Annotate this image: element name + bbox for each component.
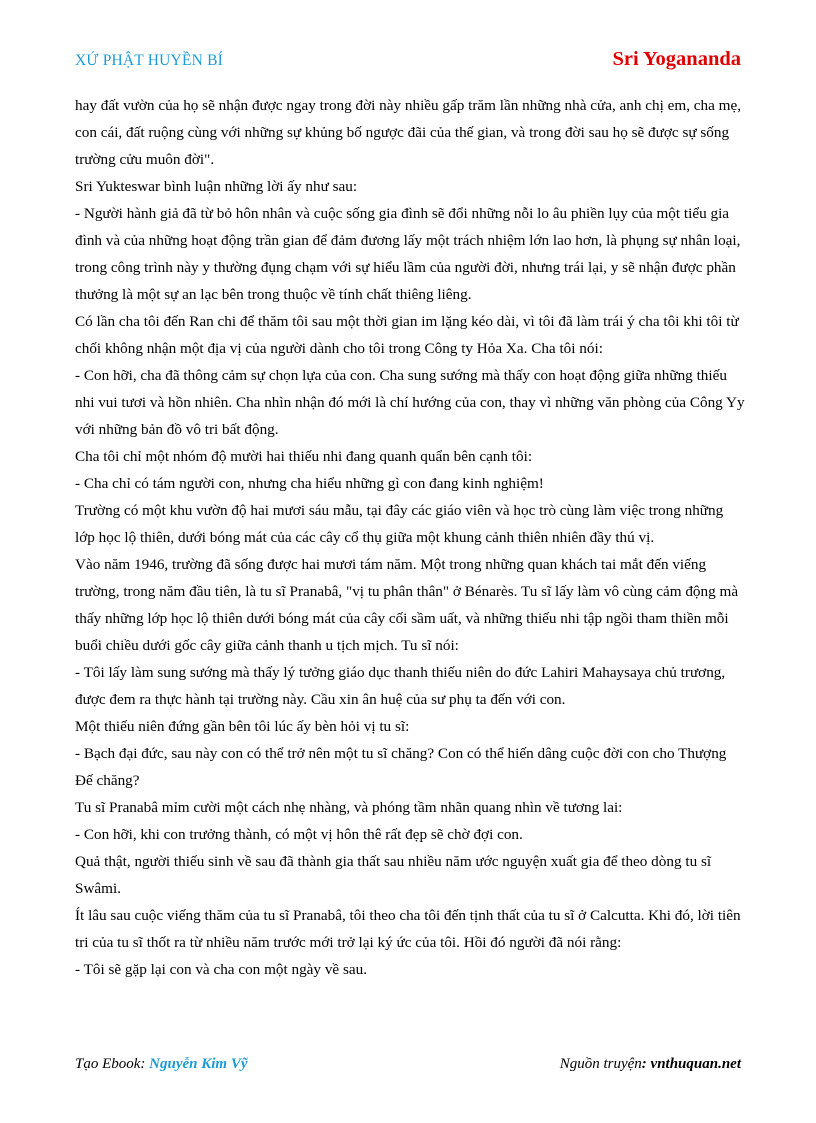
author-name: Sri Yogananda [612,48,741,70]
paragraph: - Con hỡi, khi con trưởng thành, có một vị hôn thê rất đẹp sẽ chờ đợi con. [75,826,523,843]
source-credit-label: Nguồn truyện [559,1056,642,1072]
ebook-credit [75,1056,248,1073]
paragraph: Cha tôi chỉ một nhóm độ mười hai thiếu nhi đang quanh quẩn bên cạnh tôi: [75,448,533,465]
paragraph: Ít lâu sau cuộc viếng thăm của tu sĩ Pranabâ, tôi theo cha tôi đến tịnh thất của tu sĩ ở Calcutta. Khi đó, lời tiên tri của tu sĩ thốt ra từ nhiều năm trước mới trở lại ký ức của tôi. Hồi đó người đã nói rằng: [75,907,741,951]
ebook-credit-label: Tạo Ebook [75,1056,141,1072]
paragraph: Trường có một khu vườn độ hai mươi sáu mẫu, tại đây các giáo viên và học trò cùng làm việc trong những lớp học lộ thiên, dưới bóng mát của các cây cổ thụ giữa một khung cảnh thiên nhiên đầy thú vị. [75,502,724,546]
paragraph: - Tôi lấy làm sung sướng mà thấy lý tưởng giáo dục thanh thiếu niên do đức Lahiri Mahaysaya chủ trương, được đem ra thực hành tại trường này. Cầu xin ân huệ của sư phụ ta đến với con. [75,664,726,708]
paragraph: hay đất vườn của họ sẽ nhận được ngay trong đời này nhiều gấp trăm lần những nhà cửa, anh chị em, cha mẹ, con cái, đất ruộng cùng với những sự khủng bố ngược đãi của thế gian, và trong đời sau họ sẽ được sự sống trường cửu muôn đời". [75,97,742,168]
source-credit [560,1056,741,1073]
paragraph: Vào năm 1946, trường đã sống được hai mươi tám năm. Một trong những quan khách tai mắt đến viếng trường, trong năm đầu tiên, là tu sĩ Pranabâ, "vị tu phân thân" ở Bénarès. Tu sĩ lấy làm vô cùng cảm động mà thấy những lớp học lộ thiên dưới bóng mát của cây cối sầm uất, và những thiếu nhi tập ngồi tham thiền mỗi buổi chiều dưới gốc cây giữa cảnh thanh u tịch mịch. Tu sĩ nói: [75,556,739,654]
paragraph: - Cha chỉ có tám người con, nhưng cha hiểu những gì con đang kinh nghiệm! [75,475,544,492]
source-credit-separator: : [641,1056,651,1072]
paragraph: Tu sĩ Pranabâ mỉm cười một cách nhẹ nhàng, và phóng tầm nhãn quang nhìn về tương lai: [75,799,623,816]
page-header [75,48,741,76]
paragraph: - Con hỡi, cha đã thông cảm sự chọn lựa của con. Cha sung sướng mà thấy con hoạt động giữa những thiếu nhi vui tươi và hồn nhiên. Cha nhìn nhận đó mới là chí hướng của con, thay vì những văn phòng của Công Yy với những bản đồ vô tri bất động. [75,367,745,438]
paragraph: Có lần cha tôi đến Ran chi để thăm tôi sau một thời gian im lặng kéo dài, vì tôi đã làm trái ý cha tôi khi tôi từ chối không nhận một địa vị của người dành cho tôi trong Công ty Hỏa Xa. Cha tôi nói: [75,313,739,357]
page-footer [75,1056,741,1078]
ebook-creator-name: Nguyễn Kim Vỹ [149,1056,248,1072]
ebook-credit-separator: : [140,1056,150,1072]
paragraph: Sri Yukteswar bình luận những lời ấy như sau: [75,178,358,195]
book-title: XỨ PHẬT HUYỀN BÍ [75,52,223,69]
paragraph: - Người hành giả đã từ bỏ hôn nhân và cuộc sống gia đình sẽ đổi những nỗi lo âu phiền lụy của một tiểu gia đình và của những hoạt động trần gian để đảm đương lấy một trách nhiệm lớn lao hơn, là phụng sự nhân loại, trong công trình này y thường đụng chạm với sự hiểu lầm của người đời, nhưng trái lại, y sẽ nhận được phần thưởng là một sự an lạc bên trong thuộc về tính chất thiêng liêng. [75,205,741,303]
page-body [75,92,745,983]
paragraph: Một thiếu niên đứng gần bên tôi lúc ấy bèn hỏi vị tu sĩ: [75,718,410,735]
paragraph: - Bạch đại đức, sau này con có thể trở nên một tu sĩ chăng? Con có thể hiến dâng cuộc đời con cho Thượng Đế chăng? [75,745,727,789]
paragraph: - Tôi sẽ gặp lại con và cha con một ngày về sau. [75,961,367,978]
paragraph: Quả thật, người thiếu sinh về sau đã thành gia thất sau nhiều năm ước nguyện xuất gia để theo dòng tu sĩ Swâmi. [75,853,712,897]
source-site: vnthuquan.net [650,1056,741,1072]
